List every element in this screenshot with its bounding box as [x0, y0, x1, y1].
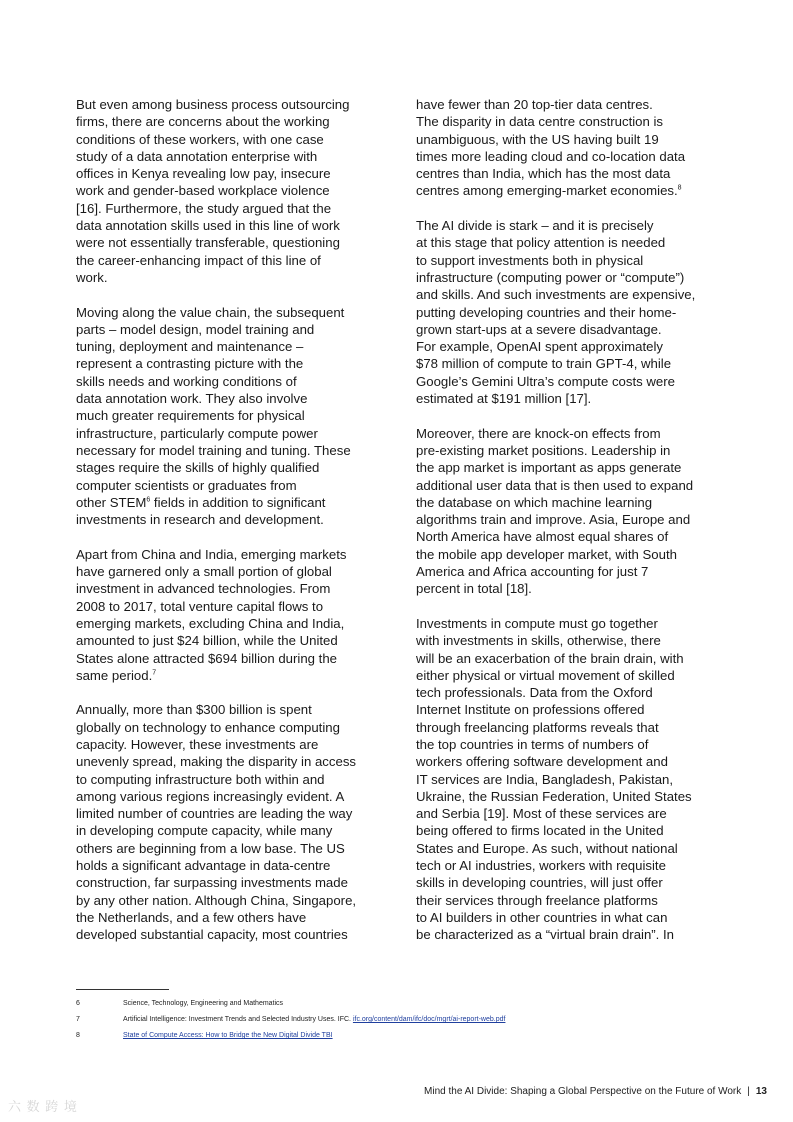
- text-line: firms, there are concerns about the working: [76, 114, 330, 130]
- text-line: conditions of these workers, with one case: [76, 131, 324, 147]
- text-line: computer scientists or graduates from: [76, 477, 297, 493]
- text-line: Internet Institute on professions offered: [416, 702, 645, 718]
- text-line: unevenly spread, making the disparity in access: [76, 754, 357, 770]
- footer-title: Mind the AI Divide: Shaping a Global Perspective on the Future of Work: [424, 1086, 742, 1097]
- text-line: the career-enhancing impact of this line of: [76, 252, 321, 268]
- footnote-6: [76, 999, 283, 1008]
- paragraph: [416, 96, 724, 200]
- paragraph-gap: [76, 528, 384, 545]
- left-column: [76, 96, 384, 944]
- text-line: putting developing countries and their home-: [416, 304, 677, 320]
- text-line: Annually, more than $300 billion is spent: [76, 702, 312, 718]
- paragraph: [76, 304, 384, 529]
- text-line: the Netherlands, and a few others have: [76, 909, 307, 925]
- text-line: But even among business process outsourcing: [76, 97, 350, 112]
- text-line: Google’s Gemini Ultra’s compute costs were: [416, 373, 675, 389]
- text-line: developed substantial capacity, most countries: [76, 927, 348, 943]
- text-line: were not essentially transferable, questioning: [76, 235, 340, 251]
- text-line: infrastructure, particularly compute power: [76, 425, 318, 441]
- text-line: tuning, deployment and maintenance –: [76, 339, 304, 355]
- text-line: to computing infrastructure both within and: [76, 771, 325, 787]
- text-line: times more leading cloud and co-location data: [416, 148, 686, 164]
- text-line: Moving along the value chain, the subsequent: [76, 304, 345, 320]
- text-line: algorithms train and improve. Asia, Europe and: [416, 512, 691, 528]
- text-line: capacity. However, these investments are: [76, 736, 319, 752]
- text-line: emerging markets, excluding China and India,: [76, 615, 345, 631]
- text-line: The AI divide is stark – and it is precisely: [416, 218, 654, 234]
- text-line: necessary for model training and tuning. These: [76, 442, 351, 458]
- text-line: pre-existing market positions. Leadership in: [416, 442, 671, 458]
- text-line: and skills. And such investments are expensive,: [416, 287, 696, 303]
- text-line: to AI builders in other countries in what can: [416, 909, 668, 925]
- text-line: parts – model design, model training and: [76, 321, 315, 337]
- text-line: amounted to just $24 billion, while the United: [76, 633, 338, 649]
- text-line: be characterized as a “virtual brain drain”. In: [416, 927, 675, 943]
- text-line: data annotation skills used in this line of work: [76, 218, 340, 234]
- text-line: IT services are India, Bangladesh, Pakistan,: [416, 771, 674, 787]
- footnote-number: 8: [76, 1032, 80, 1039]
- footer-separator: |: [747, 1086, 750, 1097]
- text-line: workers offering software development and: [416, 754, 668, 770]
- paragraph-gap: [76, 286, 384, 303]
- text-line: work.: [76, 269, 108, 285]
- text-line: among various regions increasingly evident. A: [76, 788, 345, 804]
- text-line: North America have almost equal shares of: [416, 529, 669, 545]
- text-line: States and Europe. As such, without national: [416, 840, 678, 856]
- footnote-link[interactable]: State of Compute Access: How to Bridge the New Digital Divide TBI: [123, 1032, 333, 1039]
- watermark-logo: [8, 1096, 78, 1115]
- text-line: in developing compute capacity, while many: [76, 823, 333, 839]
- text-line: centres among emerging-market economies.$^8$: [416, 183, 682, 199]
- paragraph-gap: [416, 200, 724, 217]
- text-line: offices in Kenya revealing low pay, insecure: [76, 166, 331, 182]
- text-line: America and Africa accounting for just 7: [416, 564, 649, 580]
- footnote-number: 6: [76, 1000, 80, 1007]
- text-line: the top countries in terms of numbers of: [416, 736, 649, 752]
- text-line: by any other nation. Although China, Singapore,: [76, 892, 357, 908]
- paragraph-gap: [76, 684, 384, 701]
- footnote-number: 7: [76, 1016, 80, 1023]
- footnote-text: Artificial Intelligence: Investment Trends and Selected Industry Uses. IFC.: [123, 1016, 353, 1023]
- paragraph: [416, 217, 724, 407]
- paragraph: [76, 96, 384, 286]
- paragraph: [76, 546, 384, 684]
- text-line: data annotation work. They also involve: [76, 391, 308, 407]
- text-line: to support investments both in physical: [416, 252, 644, 268]
- footnote-ref[interactable]: 7: [152, 669, 157, 677]
- text-line: being offered to firms located in the United: [416, 823, 664, 839]
- text-line: percent in total [18].: [416, 581, 532, 597]
- text-line: additional user data that is then used to expand: [416, 477, 694, 493]
- text-line: estimated at $191 million [17].: [416, 391, 592, 407]
- text-line: $78 million of compute to train GPT-4, while: [416, 356, 672, 372]
- text-line: much greater requirements for physical: [76, 408, 305, 424]
- watermark-text: 六 数 跨 境: [8, 1099, 78, 1114]
- text-line: [16]. Furthermore, the study argued that the: [76, 200, 332, 216]
- paragraph: [416, 425, 724, 598]
- text-line: the mobile app developer market, with South: [416, 546, 677, 562]
- text-line: 2008 to 2017, total venture capital flows to: [76, 598, 324, 614]
- text-line: Apart from China and India, emerging markets: [76, 546, 347, 562]
- text-line: work and gender-based workplace violence: [76, 183, 330, 199]
- text-line: Moreover, there are knock-on effects from: [416, 425, 661, 441]
- text-line: centres than India, which has the most data: [416, 166, 671, 182]
- paragraph: [76, 701, 384, 943]
- right-column: [416, 96, 724, 944]
- text-line: study of a data annotation enterprise with: [76, 148, 318, 164]
- text-line: holds a significant advantage in data-centre: [76, 858, 331, 874]
- text-line: Investments in compute must go together: [416, 615, 658, 631]
- text-line: States alone attracted $694 billion during the: [76, 650, 338, 666]
- text-line: represent a contrasting picture with the: [76, 356, 304, 372]
- text-line: will be an exacerbation of the brain drain, with: [416, 650, 684, 666]
- page-number: 13: [755, 1086, 767, 1097]
- text-line: The disparity in data centre construction is: [416, 114, 664, 130]
- text-line: other STEM$^6$ fields in addition to significant: [76, 494, 326, 510]
- text-line: tech professionals. Data from the Oxford: [416, 685, 653, 701]
- text-line: same period.$^7$: [76, 667, 157, 683]
- text-line: investments in research and development.: [76, 512, 324, 528]
- footnote-divider: [76, 989, 169, 990]
- text-line: the database on which machine learning: [416, 494, 653, 510]
- text-line: infrastructure (computing power or “compute”): [416, 269, 685, 285]
- page-footer: [424, 1086, 767, 1097]
- footnote-8: [76, 1031, 333, 1040]
- text-line: stages require the skills of highly qualified: [76, 460, 320, 476]
- text-line: at this stage that policy attention is needed: [416, 235, 666, 251]
- text-line: investment in advanced technologies. From: [76, 581, 331, 597]
- text-line: others are beginning from a low base. The US: [76, 840, 345, 856]
- text-line: unambiguous, with the US having built 19: [416, 131, 659, 147]
- text-line: For example, OpenAI spent approximately: [416, 339, 664, 355]
- text-line: either physical or virtual movement of skilled: [416, 667, 675, 683]
- text-line: through freelancing platforms reveals that: [416, 719, 659, 735]
- footnote-ref[interactable]: 8: [677, 185, 682, 193]
- text-line: skills in developing countries, will just offer: [416, 875, 663, 891]
- text-line: construction, far surpassing investments made: [76, 875, 348, 891]
- footnote-ref[interactable]: 6: [146, 496, 151, 504]
- footnote-text: Science, Technology, Engineering and Mathematics: [123, 1000, 284, 1007]
- text-line: limited number of countries are leading the way: [76, 806, 353, 822]
- text-line: have garnered only a small portion of global: [76, 564, 332, 580]
- paragraph: [416, 615, 724, 944]
- footnote-link[interactable]: ifc.org/content/dam/ifc/doc/mgrt/ai-report-web.pdf: [352, 1016, 506, 1023]
- text-line: with investments in skills, otherwise, there: [416, 633, 661, 649]
- paragraph-gap: [416, 598, 724, 615]
- footnote-7: [76, 1015, 505, 1024]
- text-line: grown start-ups at a severe disadvantage.: [416, 321, 662, 337]
- text-line: their services through freelance platforms: [416, 892, 658, 908]
- text-line: Ukraine, the Russian Federation, United States: [416, 788, 692, 804]
- paragraph-gap: [416, 407, 724, 424]
- text-line: tech or AI industries, workers with requisite: [416, 858, 666, 874]
- text-line: have fewer than 20 top-tier data centres.: [416, 97, 653, 112]
- text-line: globally on technology to enhance computing: [76, 719, 340, 735]
- text-line: and Serbia [19]. Most of these services are: [416, 806, 667, 822]
- text-line: the app market is important as apps generate: [416, 460, 682, 476]
- text-line: skills needs and working conditions of: [76, 373, 297, 389]
